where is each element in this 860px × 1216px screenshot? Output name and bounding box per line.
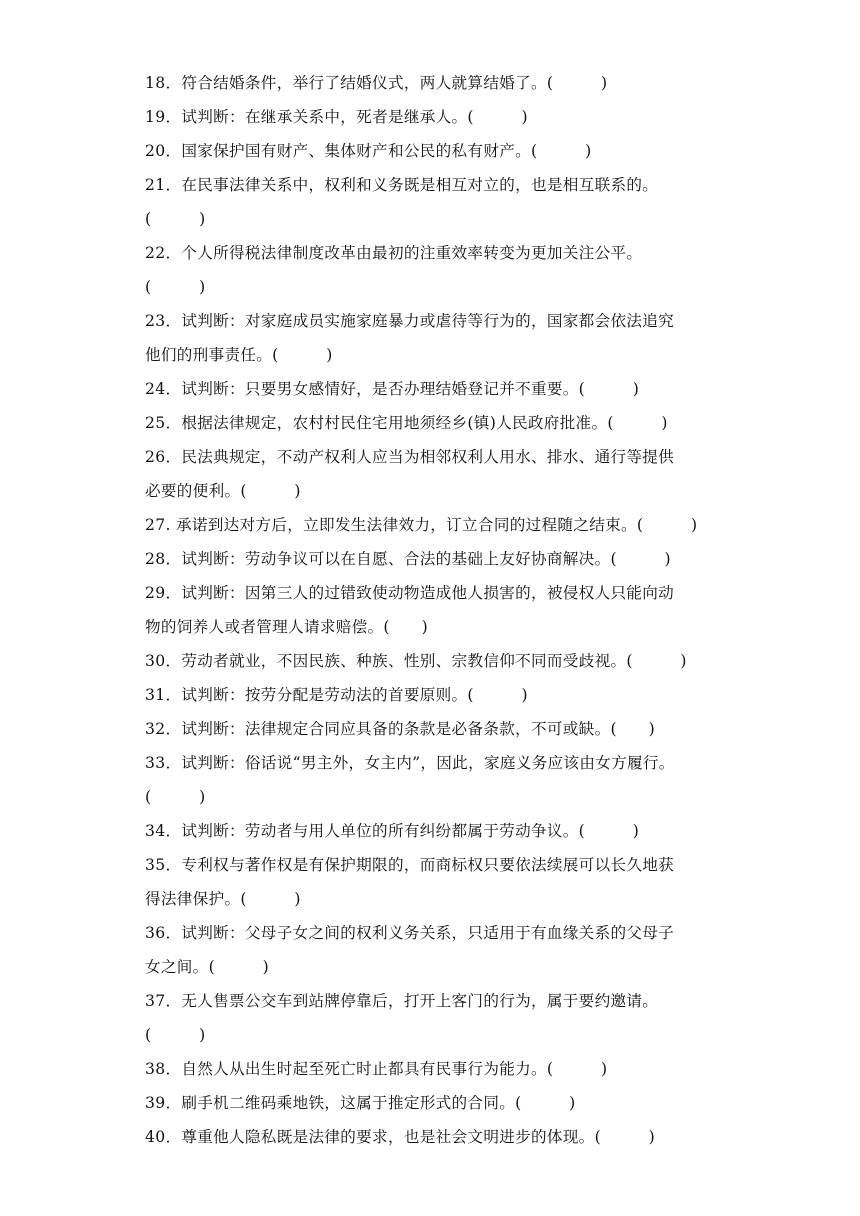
question-text: 27. 承诺到达对方后，立即发生法律效力，订立合同的过程随之结束。( ) [145, 516, 698, 534]
question-item [145, 746, 723, 814]
question-text-continued: 女之间。( ) [145, 958, 270, 976]
question-item [145, 542, 723, 576]
question-text: 34．试判断：劳动者与用人单位的所有纠纷都属于劳动争议。( ) [145, 822, 640, 840]
question-item [145, 1120, 723, 1154]
question-text: 32．试判断：法律规定合同应具备的条款是必备条款，不可或缺。( ) [145, 720, 656, 738]
question-text-continued: 他们的刑事责任。( ) [145, 346, 333, 364]
question-text: 28．试判断：劳动争议可以在自愿、合法的基础上友好协商解决。( ) [145, 550, 671, 568]
question-text: 39．刷手机二维码乘地铁，这属于推定形式的合同。( ) [145, 1094, 576, 1112]
question-item [145, 168, 723, 236]
question-text: 23．试判断：对家庭成员实施家庭暴力或虐待等行为的，国家都会依法追究 [145, 312, 675, 330]
question-item [145, 1052, 723, 1086]
question-text: 37．无人售票公交车到站牌停靠后，打开上客门的行为，属于要约邀请。 [145, 992, 659, 1010]
question-text: 19．试判断：在继承关系中，死者是继承人。( ) [145, 108, 528, 126]
question-text: 25．根据法律规定，农村村民住宅用地须经乡(镇)人民政府批准。( ) [145, 414, 668, 432]
question-text: 29．试判断：因第三人的过错致使动物造成他人损害的，被侵权人只能向动 [145, 584, 675, 602]
question-text: 18．符合结婚条件，举行了结婚仪式，两人就算结婚了。( ) [145, 74, 608, 92]
question-text: 40．尊重他人隐私既是法律的要求，也是社会文明进步的体现。( ) [145, 1128, 656, 1146]
question-text-continued: 得法律保护。( ) [145, 890, 301, 908]
question-item [145, 304, 723, 372]
question-item [145, 576, 723, 644]
question-item [145, 372, 723, 406]
question-item [145, 712, 723, 746]
question-text: 26．民法典规定，不动产权利人应当为相邻权利人用水、排水、通行等提供 [145, 448, 675, 466]
question-text: 20．国家保护国有财产、集体财产和公民的私有财产。( ) [145, 142, 592, 160]
question-text: 24．试判断：只要男女感情好，是否办理结婚登记并不重要。( ) [145, 380, 640, 398]
question-item [145, 1086, 723, 1120]
question-list [145, 66, 723, 1154]
question-item [145, 66, 723, 100]
question-text: 30．劳动者就业，不因民族、种族、性别、宗教信仰不同而受歧视。( ) [145, 652, 687, 670]
question-item [145, 100, 723, 134]
question-answer-bracket: ( ) [145, 210, 206, 228]
question-item [145, 644, 723, 678]
question-item [145, 406, 723, 440]
question-answer-bracket: ( ) [145, 1026, 206, 1044]
question-item [145, 678, 723, 712]
question-answer-bracket: ( ) [145, 278, 206, 296]
question-text-continued: 物的饲养人或者管理人请求赔偿。( ) [145, 618, 428, 636]
question-text-continued: 必要的便利。( ) [145, 482, 301, 500]
question-text: 21．在民事法律关系中，权利和义务既是相互对立的，也是相互联系的。 [145, 176, 659, 194]
question-text: 33．试判断：俗话说“男主外，女主内”，因此，家庭义务应该由女方履行。 [145, 754, 675, 772]
question-text: 36．试判断：父母子女之间的权利义务关系，只适用于有血缘关系的父母子 [145, 924, 675, 942]
question-item [145, 508, 723, 542]
question-item [145, 236, 723, 304]
question-item [145, 984, 723, 1052]
question-text: 35．专利权与著作权是有保护期限的，而商标权只要依法续展可以长久地获 [145, 856, 675, 874]
question-item [145, 440, 723, 508]
question-text: 38．自然人从出生时起至死亡时止都具有民事行为能力。( ) [145, 1060, 608, 1078]
question-item [145, 134, 723, 168]
question-answer-bracket: ( ) [145, 788, 206, 806]
question-text: 31．试判断：按劳分配是劳动法的首要原则。( ) [145, 686, 528, 704]
question-item [145, 814, 723, 848]
question-text: 22．个人所得税法律制度改革由最初的注重效率转变为更加关注公平。 [145, 244, 643, 262]
question-item [145, 916, 723, 984]
question-item [145, 848, 723, 916]
